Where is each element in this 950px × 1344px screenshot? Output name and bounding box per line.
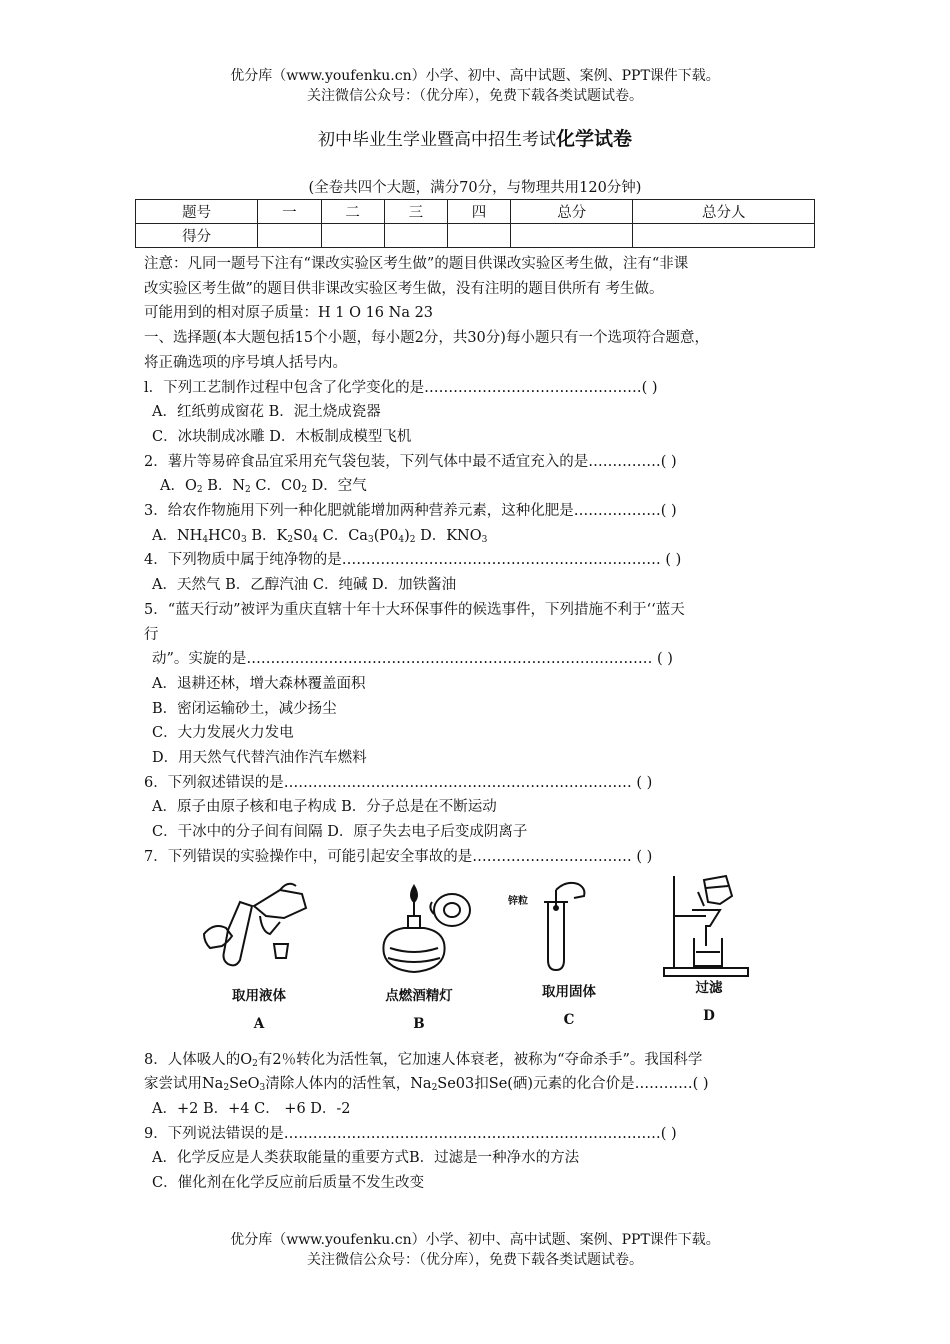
- figure-d: [634, 872, 784, 1042]
- figure-d-caption: 过滤: [695, 979, 723, 996]
- score-header-cell: 四: [447, 200, 510, 224]
- question-6-options-2: C．干冰中的分子间有间隔 D．原子失去电子后变成阴离子: [152, 824, 528, 841]
- notice-line-1: 注意：凡同一题号下注有“课改实验区考生做”的题目供课改实验区考生做，注有“非课: [144, 256, 689, 272]
- footer-line-2: 关注微信公众号：（优分库），免费下载各类试题试卷。: [307, 1252, 643, 1268]
- score-header-cell: 总分: [511, 200, 633, 224]
- question-1-options-1: A．红纸剪成窗花 B．泥土烧成瓷器: [152, 404, 381, 421]
- exam-note: (全卷共四个大题，满分70分，与物理共用120分钟): [308, 180, 642, 196]
- figure-d-letter: D: [703, 1007, 715, 1024]
- question-8-options: A．+2 B．+4 C． +6 D．-2: [152, 1100, 351, 1117]
- figure-b-letter: B: [413, 1015, 425, 1032]
- page-footer: [0, 1230, 950, 1270]
- figure-a: [184, 872, 334, 1042]
- figure-b: [344, 872, 494, 1042]
- question-8-stem-2: 家尝试用$Na_2SeO_3$清除人体内的活性氧，$Na_2Se03$扣Se(硒)元素的化合价是…………( ): [144, 1076, 709, 1094]
- score-table-score-row: [136, 224, 815, 248]
- score-header-cell: 三: [384, 200, 447, 224]
- score-table-header-row: [136, 200, 815, 224]
- score-cell: [511, 224, 633, 248]
- atomic-mass-line: 可能用到的相对原子质量：H 1 O 16 Na 23: [144, 305, 434, 322]
- score-header-cell: 总分人: [633, 200, 815, 224]
- question-5-option-a: A．退耕还林，增大森林覆盖面积: [152, 675, 366, 692]
- filtration-funnel-icon: [634, 872, 784, 987]
- question-2-options: A．$O_2$ B．$N_2$ C．$C0_2$ D．空气: [160, 478, 367, 496]
- question-2-stem: 2．薯片等易碎食品宜采用充气袋包装，下列气体中最不适宜充入的是……………( ): [144, 453, 677, 470]
- question-5-stem-3: 动”。实旋的是………………………………………………………………………… ( ): [152, 651, 673, 668]
- figure-a-caption: 取用液体: [232, 987, 286, 1004]
- score-table: [135, 199, 815, 248]
- question-7-figures: [144, 872, 814, 1044]
- question-5-option-b: B．密闭运输砂土，减少扬尘: [152, 700, 337, 717]
- figure-c-label: 锌粒: [508, 895, 528, 907]
- section-1-intro-2: 将正确选项的序号填人括号内。: [144, 354, 347, 371]
- figure-c: [494, 872, 644, 1042]
- figure-b-caption: 点燃酒精灯: [385, 987, 453, 1004]
- question-9-stem: 9．下列说法错误的是……………………………………………………………………( ): [144, 1125, 677, 1142]
- question-5-option-d: D．用天然气代替汽油作汽车燃料: [152, 750, 367, 767]
- question-5-stem-1: 5．“蓝天行动”被评为重庆直辖十年十大环保事件的候选事件，下列措施不利于‘‘蓝天: [144, 601, 685, 618]
- figure-c-letter: C: [563, 1011, 575, 1028]
- question-3-stem: 3．给农作物施用下列一种化肥就能增加两种营养元素，这种化肥是………………( ): [144, 503, 677, 520]
- question-1-options-2: C．冰块制成冰雕 D．木板制成模型飞机: [152, 428, 412, 445]
- alcohol-lamp-icon: [344, 872, 494, 987]
- section-1-intro-1: 一、选择题(本大题包括15个小题，每小题2分，共30分)每小题只有一个选项符合题意，: [144, 330, 709, 347]
- question-8-stem-1: 8．人体吸人的$O_2$有2％转化为活性氧，它加速人体衰老，被称为“夺命杀手”。我国科学: [144, 1051, 703, 1069]
- question-3-options: A．$NH_4HC0_3$ B．$K_2S0_4$ C．$Ca_3(P0_4)_2$ D．$KNO_3$: [152, 527, 488, 545]
- footer-line-1: 优分库（www.youfenku.cn）小学、初中、高中试题、案例、PPT课件下载。: [230, 1232, 720, 1248]
- score-cell: [447, 224, 510, 248]
- test-tube-pour-icon: [184, 872, 334, 987]
- question-5-stem-2: 行: [144, 626, 159, 643]
- figure-c-caption: 取用固体: [542, 983, 596, 1000]
- question-1-stem: l．下列工艺制作过程中包含了化学变化的是………………………………………( ): [144, 379, 658, 396]
- question-9-options-1: A．化学反应是人类获取能量的重要方式B．过滤是一种净水的方法: [152, 1150, 580, 1167]
- question-4-options: A．天然气 B．乙醇汽油 C．纯碱 D．加铁酱油: [152, 577, 457, 594]
- score-cell: [258, 224, 321, 248]
- title-main: 初中毕业生学业暨高中招生考试: [317, 130, 556, 150]
- question-4-stem: 4．下列物质中属于纯净物的是………………………………………………………… ( ): [144, 552, 682, 569]
- exam-body: [144, 252, 814, 1196]
- score-cell: [321, 224, 384, 248]
- score-cell: [384, 224, 447, 248]
- header-line-1: 优分库（www.youfenku.cn）小学、初中、高中试题、案例、PPT课件下载。: [230, 68, 720, 84]
- title-bold: 化学试卷: [555, 128, 632, 150]
- question-7-stem: 7．下列错误的实验操作中，可能引起安全事故的是…………………………… ( ): [144, 848, 653, 865]
- score-header-cell: 二: [321, 200, 384, 224]
- question-9-options-2: C．催化剂在化学反应前后质量不发生改变: [152, 1175, 425, 1192]
- score-row-label: 得分: [136, 224, 258, 248]
- header-line-2: 关注微信公众号：（优分库），免费下载各类试题试卷。: [307, 88, 643, 104]
- question-6-stem: 6．下列叙述错误的是……………………………………………………………… ( ): [144, 774, 653, 791]
- page-title: [0, 124, 950, 151]
- figure-a-letter: A: [253, 1015, 265, 1032]
- notice-line-2: 改实验区考生做”的题目供非课改实验区考生做，没有注明的题目供所有 考生做。: [144, 280, 664, 297]
- score-header-cell: 题号: [136, 200, 258, 224]
- question-6-options-1: A．原子由原子核和电子构成 B．分子总是在不断运动: [152, 799, 497, 816]
- score-header-cell: 一: [258, 200, 321, 224]
- score-cell: [633, 224, 815, 248]
- question-5-option-c: C．大力发展火力发电: [152, 725, 294, 742]
- page-header: [0, 66, 950, 106]
